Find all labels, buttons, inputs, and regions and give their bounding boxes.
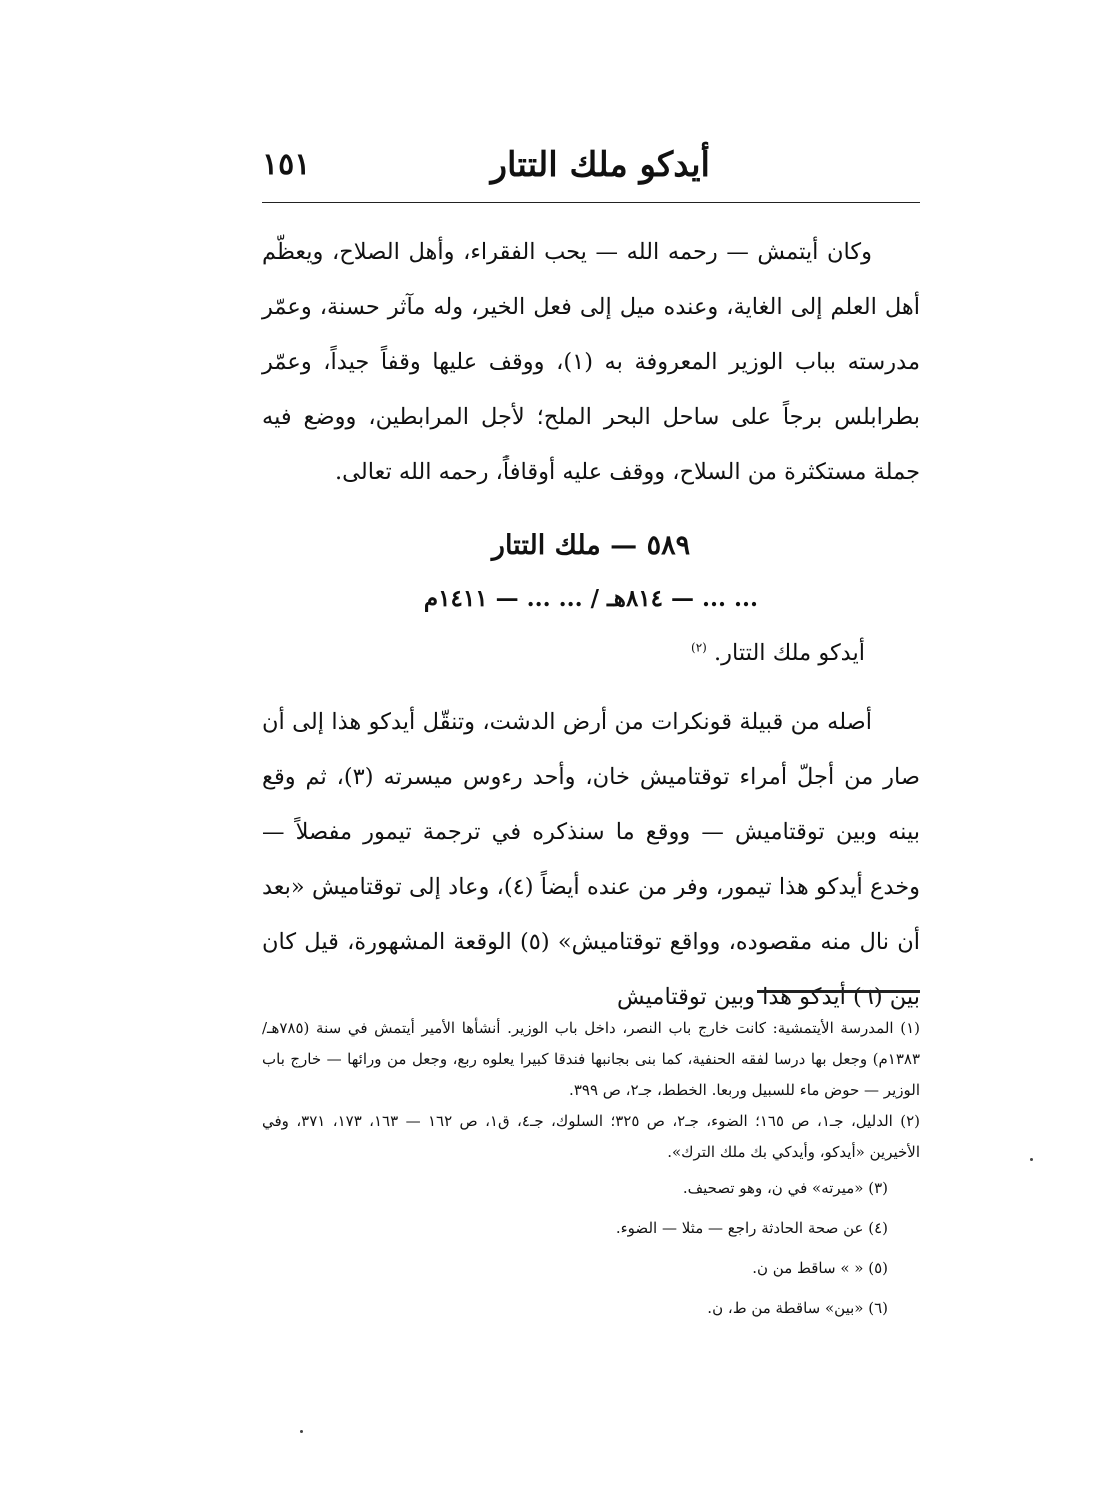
paragraph-text: أصله من قبيلة قونكرات من أرض الدشت، وتنقّل أيدكو هذا إلى أن صار من أجلّ أمراء توقتاميش خان، وأحد رءوس ميسرته (٣)، ثم وقع بينه وبين توقتاميش — ووقع ما سنذكره في ترجمة تيمور مفصلاً — وخدع أيدكو هذا تيمور، وفر من عنده أيضاً (٤)، وعاد إلى توقتاميش «بعد أن نال منه مقصوده، وواقع توقتاميش» (٥) الوقعة المشهورة، قيل كان بين (٦) أيدكو هذا وبين توقتاميش [262, 709, 920, 1010]
entry-title: ٥٨٩ — ملك التتار [491, 530, 691, 561]
entry-name [691, 640, 865, 666]
speck [505, 455, 508, 458]
entry-name-text: أيدكو ملك التتار. [714, 640, 865, 666]
footnote-4: (٤) عن صحة الحادثة راجع — مثلا — الضوء. [615, 1219, 888, 1237]
header-rule [262, 202, 920, 203]
paragraph-aydaku [262, 695, 920, 1025]
footnotes [262, 1013, 920, 1328]
running-title: أيدكو ملك التتار [490, 145, 710, 185]
speck [300, 1430, 303, 1433]
paragraph-aytamish [262, 225, 920, 500]
footnote-rule [757, 990, 920, 993]
footnote-6: (٦) «بين» ساقطة من ط، ن. [707, 1299, 888, 1317]
footnote-text: (٢) الدليل، جـ١، ص ١٦٥؛ الضوء، جـ٢، ص ٣٢٥؛ السلوك، جـ٤، ق١، ص ١٦٢ — ١٦٣، ١٧٣، ٣٧١، وفي الأخيرين «أيدكو، وأيدكي بك ملك الترك». [262, 1112, 921, 1161]
page-header [262, 145, 920, 195]
footnote-5: (٥) « » ساقط من ن. [752, 1259, 888, 1277]
entry-dates: ... ... — ٨١٤هـ / ... ... — ١٤١١م [423, 585, 759, 612]
paragraph-text: وكان أيتمش — رحمه الله — يحب الفقراء، وأهل الصلاح، ويعظّم أهل العلم إلى الغاية، وعنده ميل إلى فعل الخير، وله مآثر حسنة، وعمّر مدرسته بباب الوزير المعروفة به (١)، ووقف عليها وقفاً جيداً، وعمّر بطرابلس برجاً على ساحل البحر الملح؛ لأجل المرابطين، ووضع فيه جملة مستكثرة من السلاح، ووقف عليه أوقافاً، رحمه الله تعالى. [262, 239, 920, 485]
footnote-3: (٣) «ميرته» في ن، وهو تصحيف. [682, 1179, 888, 1197]
footnote-1 [262, 1013, 920, 1106]
footnote-2 [262, 1106, 920, 1168]
footnote-marker: (٢) [691, 640, 707, 655]
page-number: ١٥١ [262, 147, 311, 182]
speck [1030, 1158, 1033, 1161]
footnote-text: (١) المدرسة الأيتمشية: كانت خارج باب النصر، داخل باب الوزير. أنشأها الأمير أيتمش في سنة (٧٨٥هـ/١٣٨٣م) وجعل بها درسا لفقه الحنفية، كما بنى بجانبها فندقا كبيرا يعلوه ربع، وجعل من ورائها — خارج باب الوزير — حوض ماء للسبيل وربعا. الخطط، جـ٢، ص ٣٩٩. [262, 1019, 921, 1099]
